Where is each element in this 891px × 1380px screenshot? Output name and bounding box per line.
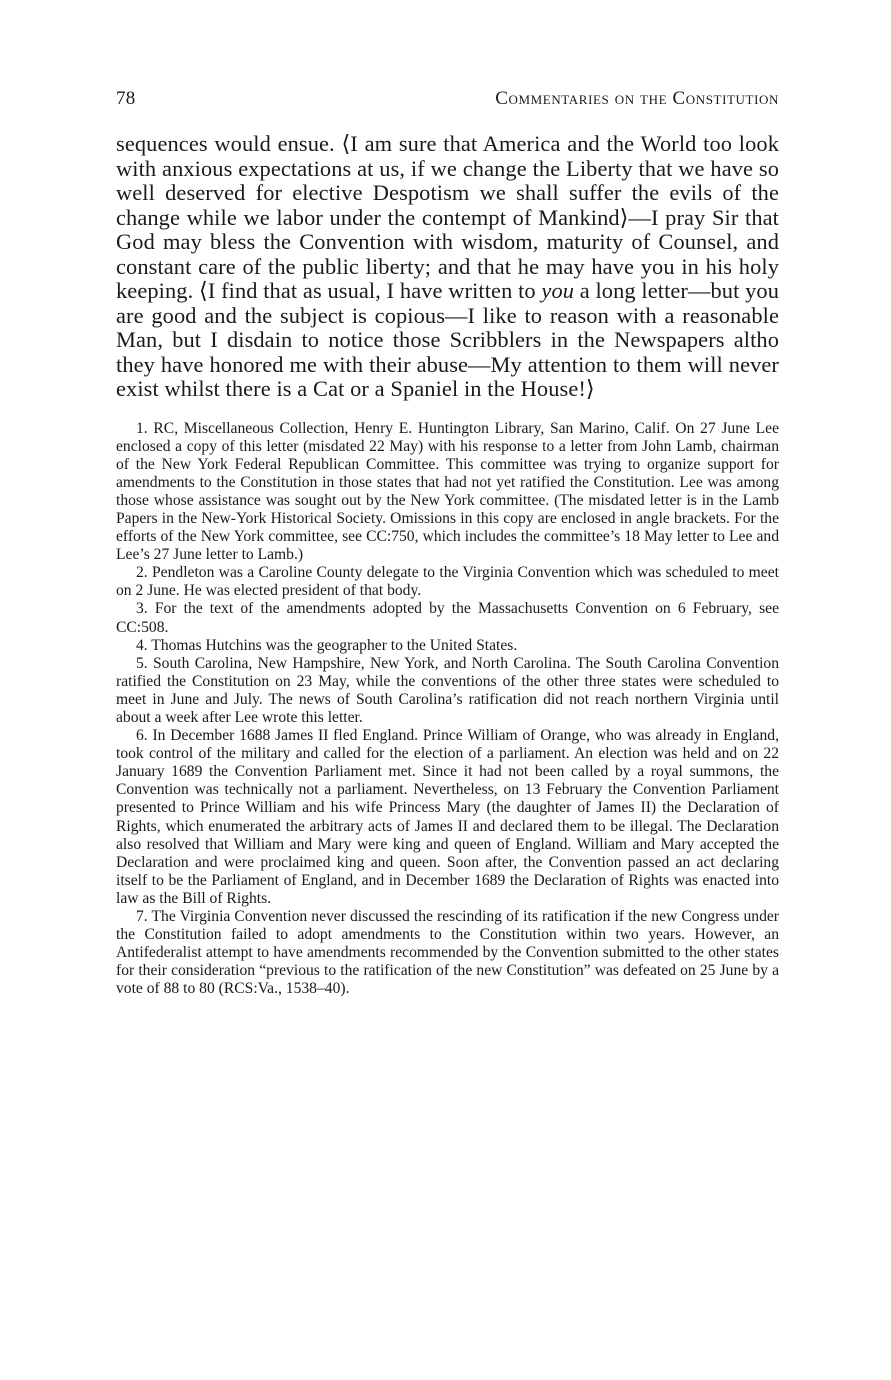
letter-text-part-1: sequences would ensue. ⟨I am sure that America and the World too look with anxious expectations at us, if we change the Liberty that we have so well deserved for elective Despotism we shall suffer the evils of the change while we labor under the contempt of Mankind⟩—I pray Sir that God may bless the Convention with wisdom, maturity of Counsel, and constant care of the public liberty; and that he may have you in his holy keeping. ⟨I find that as usual, I have written to xyxy=(116,131,779,303)
footnote-7: 7. The Virginia Convention never discussed the rescinding of its ratification if the new Congress under the Constitution failed to adopt amendments to the Constitution within two years. However, an Antifederalist attempt to have amendments recommended by the Convention submitted to the other states for their consideration “previous to the ratification of the new Constitution” was defeated on 25 June by a vote of 88 to 80 (RCS:Va., 1538–40). xyxy=(116,908,779,998)
letter-paragraph xyxy=(116,132,779,402)
footnote-3: 3. For the text of the amendments adopted by the Massachusetts Convention on 6 February, see CC:508. xyxy=(116,600,779,636)
footnotes xyxy=(116,420,779,999)
letter-text-italic: you xyxy=(541,278,575,303)
letter-body xyxy=(116,132,779,402)
page-number: 78 xyxy=(116,88,136,109)
footnote-5: 5. South Carolina, New Hampshire, New York, and North Carolina. The South Carolina Convention ratified the Constitution on 23 May, while the conventions of the other three states were scheduled to meet in June and July. The news of South Carolina’s ratification did not reach northern Virginia until about a week after Lee wrote this letter. xyxy=(116,654,779,726)
running-title: Commentaries on the Constitution xyxy=(495,88,779,109)
running-header xyxy=(116,88,779,118)
footnote-2: 2. Pendleton was a Caroline County delegate to the Virginia Convention which was scheduled to meet on 2 June. He was elected president of that body. xyxy=(116,564,779,600)
letter-text-part-2: a long letter—but you are good and the subject is copious—I like to reason with a reasonable Man, but I disdain to notice those Scribblers in the Newspapers altho they have honored me with their abuse—My attention to them will never exist whilst there is a Cat or a Spaniel in the House!⟩ xyxy=(116,278,779,401)
footnote-6: 6. In December 1688 James II fled England. Prince William of Orange, who was already in England, took control of the military and called for the election of a parliament. An election was held and on 22 January 1689 the Convention Parliament met. Since it had not been called by a royal summons, the Convention was technically not a parliament. Nevertheless, on 13 February the Convention Parliament presented to Prince William and his wife Princess Mary (the daughter of James II) the Declaration of Rights, which enumerated the arbitrary acts of James II and declared them to be illegal. The Declaration also resolved that William and Mary were king and queen of England. William and Mary accepted the Declaration and were proclaimed king and queen. Soon after, the Convention passed an act declaring itself to be the Parliament of England, and in December 1689 the Declaration of Rights was enacted into law as the Bill of Rights. xyxy=(116,727,779,907)
footnote-1: 1. RC, Miscellaneous Collection, Henry E. Huntington Library, San Marino, Calif. On 27 June Lee enclosed a copy of this letter (misdated 22 May) with his response to a letter from John Lamb, chairman of the New York Federal Republican Committee. This committee was trying to organize support for amendments to the Constitution in those states that had not yet ratified the Constitution. Lee was among those whose assistance was sought out by the New York committee. (The misdated letter is in the Lamb Papers in the New-York Historical Society. Omissions in this copy are enclosed in angle brackets. For the efforts of the New York committee, see CC:750, which includes the committee’s 18 May letter to Lee and Lee’s 27 June letter to Lamb.) xyxy=(116,419,779,564)
document-page xyxy=(116,88,779,999)
footnote-4: 4. Thomas Hutchins was the geographer to the United States. xyxy=(136,636,518,654)
